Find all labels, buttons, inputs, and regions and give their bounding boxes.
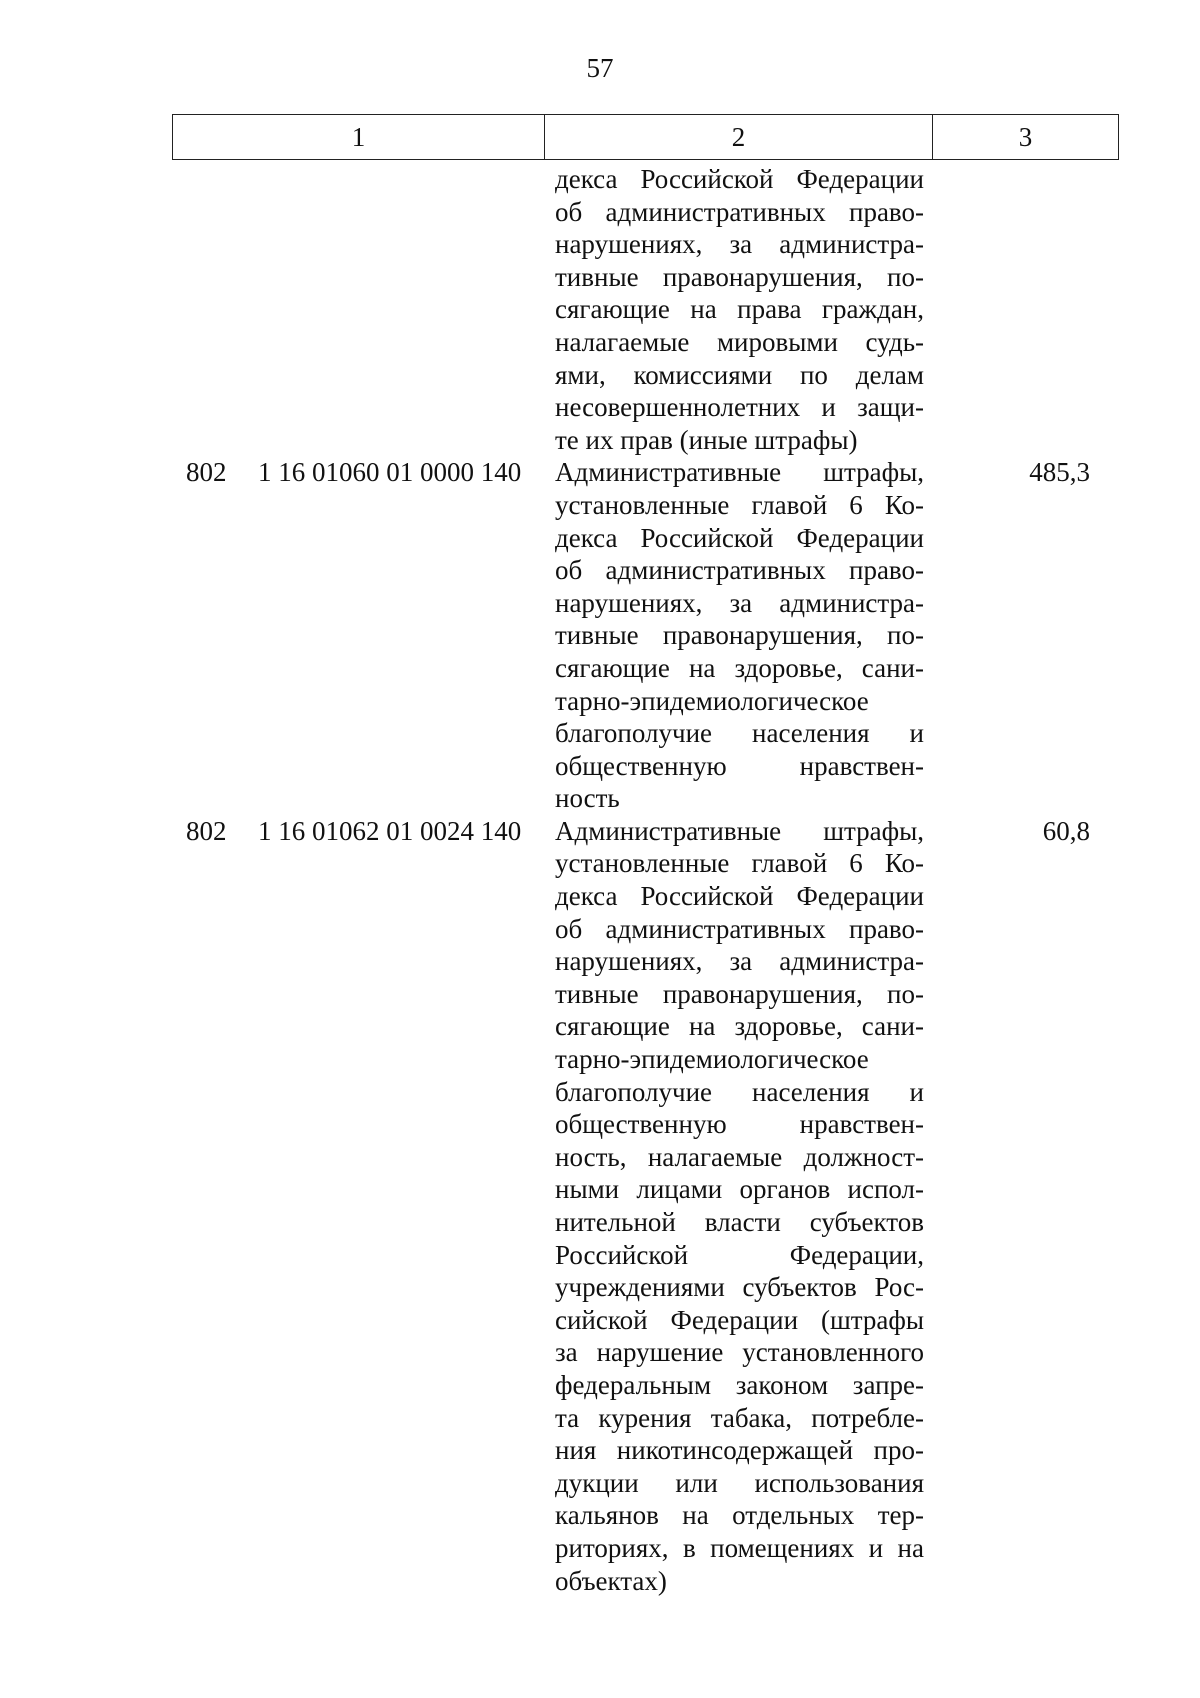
description-line: сийской Федерации (штрафы [555, 1304, 924, 1335]
description-line: нарушениях, за администра- [555, 587, 924, 618]
admin-code-cell: 802 [186, 457, 227, 488]
description-line: ность, налагаемые должност- [555, 1141, 924, 1172]
description-line: тарно-эпидемиологическое [555, 685, 869, 716]
description-line: ния никотинсодержащей про- [555, 1435, 924, 1466]
amount-cell: 485,3 [1029, 457, 1090, 488]
table-row [172, 815, 1119, 1597]
description-line: несовершеннолетних и защи- [555, 392, 924, 423]
table-row [172, 456, 1119, 815]
header-col-1: 1 [173, 115, 545, 159]
description-line: об административных право- [555, 196, 924, 227]
budget-code-cell: 1 16 01062 01 0024 140 [258, 815, 522, 846]
description-line: тивные правонарушения, по- [555, 978, 924, 1009]
description-line: нарушениях, за администра- [555, 946, 924, 977]
description-line: декса Российской Федерации [555, 522, 924, 553]
description-line: благополучие населения и [555, 718, 924, 749]
description-cell [555, 815, 924, 1597]
description-line: те их прав (иные штрафы) [555, 424, 858, 455]
admin-code-cell: 802 [186, 815, 227, 846]
amount-cell: 60,8 [1042, 815, 1090, 846]
description-cell [555, 456, 924, 815]
description-line: сягающие на здоровье, сани- [555, 652, 924, 683]
table-body [172, 163, 1119, 1597]
budget-code-cell: 1 16 01060 01 0000 140 [258, 457, 522, 488]
description-line: установленные главой 6 Ко- [555, 489, 924, 520]
description-line: кальянов на отдельных тер- [555, 1500, 924, 1531]
description-line: та курения табака, потребле- [555, 1402, 924, 1433]
description-line: тивные правонарушения, по- [555, 261, 924, 292]
description-line: установленные главой 6 Ко- [555, 848, 924, 879]
page-number: 57 [586, 53, 614, 83]
description-cell [555, 163, 924, 456]
description-line: дукции или использования [555, 1467, 924, 1498]
table-header [172, 114, 1119, 160]
description-line: декса Российской Федерации [555, 881, 924, 912]
description-line: тивные правонарушения, по- [555, 620, 924, 651]
description-line: нарушениях, за администра- [555, 229, 924, 260]
description-line: Российской Федерации, [555, 1239, 924, 1270]
description-line: благополучие населения и [555, 1076, 924, 1107]
description-line: сягающие на права граждан, [555, 294, 924, 325]
header-col-2: 2 [545, 115, 933, 159]
description-line: ными лицами органов испол- [555, 1174, 924, 1205]
description-line: объектах) [555, 1565, 667, 1596]
description-line: налагаемые мировыми судь- [555, 326, 924, 357]
description-line: сягающие на здоровье, сани- [555, 1011, 924, 1042]
description-line: об административных право- [555, 913, 924, 944]
description-line: общественную нравствен- [555, 1109, 924, 1140]
description-line: федеральным законом запре- [555, 1369, 924, 1400]
description-line: об административных право- [555, 555, 924, 586]
description-line: декса Российской Федерации [555, 164, 924, 194]
description-line: нительной власти субъектов [555, 1207, 924, 1237]
description-line: ями, комиссиями по делам [555, 359, 924, 390]
description-line: за нарушение установленного [555, 1337, 924, 1368]
description-line: общественную нравствен- [555, 750, 924, 781]
description-line: учреждениями субъектов Рос- [555, 1272, 924, 1303]
description-line: Административные штрафы, [555, 815, 924, 846]
description-line: Административные штрафы, [555, 457, 924, 488]
description-line: тарно-эпидемиологическое [555, 1044, 869, 1075]
table-row [172, 163, 1119, 456]
header-col-3: 3 [1018, 122, 1033, 152]
description-line: ность [555, 783, 620, 814]
description-line: риториях, в помещениях и на [555, 1532, 924, 1563]
